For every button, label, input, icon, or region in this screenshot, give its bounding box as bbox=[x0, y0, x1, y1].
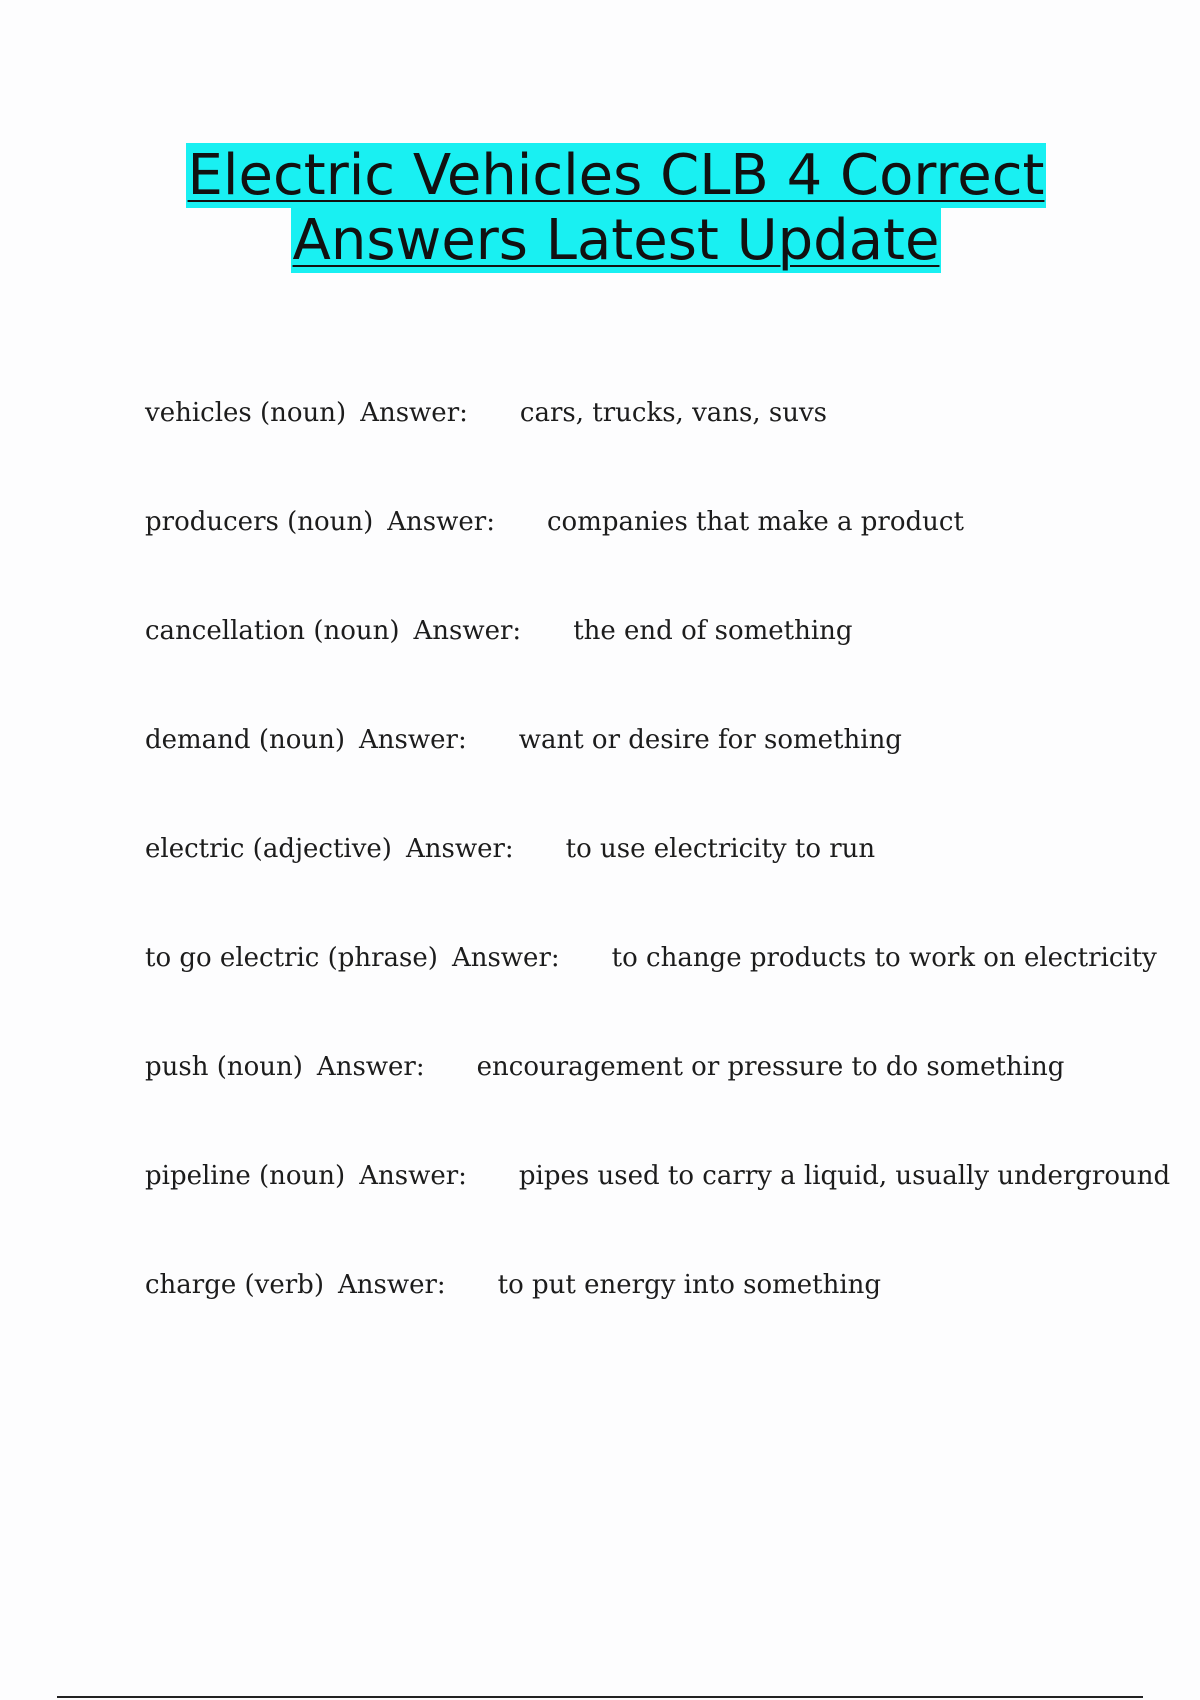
title-line-2: Answers Latest Update bbox=[292, 208, 940, 273]
entry-term: vehicles (noun) bbox=[145, 398, 347, 428]
entry-definition: cars, trucks, vans, suvs bbox=[519, 398, 827, 428]
list-item bbox=[145, 720, 1145, 829]
entry-term: to go electric (phrase) bbox=[145, 943, 438, 973]
page-bottom-divider bbox=[57, 1696, 1143, 1698]
entry-definition: pipes used to carry a liquid, usually underground bbox=[518, 1161, 1171, 1191]
entry-definition: to put energy into something bbox=[497, 1270, 882, 1300]
entry-definition: encouragement or pressure to do something bbox=[476, 1052, 1065, 1082]
entry-definition: to use electricity to run bbox=[565, 834, 876, 864]
answer-label: Answer: bbox=[359, 1161, 467, 1191]
entry-definition: the end of something bbox=[573, 616, 853, 646]
flashcard-list bbox=[145, 393, 1171, 1374]
entry-term: push (noun) bbox=[145, 1052, 303, 1082]
entry-term: pipeline (noun) bbox=[145, 1161, 346, 1191]
answer-label: Answer: bbox=[413, 616, 522, 646]
answer-label: Answer: bbox=[359, 725, 467, 755]
answer-label: Answer: bbox=[337, 1270, 446, 1300]
answer-label: Answer: bbox=[451, 943, 560, 973]
list-item bbox=[145, 829, 1145, 938]
entry-term: charge (verb) bbox=[145, 1270, 324, 1300]
list-item bbox=[145, 611, 1145, 720]
title-line-1: Electric Vehicles CLB 4 Correct bbox=[187, 143, 1045, 208]
answer-label: Answer: bbox=[360, 398, 468, 428]
list-item bbox=[145, 1047, 1145, 1156]
list-item bbox=[145, 1265, 1145, 1374]
entry-term: producers (noun) bbox=[145, 507, 374, 537]
list-item bbox=[145, 938, 1157, 1047]
list-item bbox=[145, 1156, 1171, 1265]
answer-label: Answer: bbox=[316, 1052, 425, 1082]
entry-term: electric (adjective) bbox=[145, 834, 392, 864]
entry-definition: companies that make a product bbox=[546, 507, 964, 537]
answer-label: Answer: bbox=[405, 834, 514, 864]
entry-term: cancellation (noun) bbox=[145, 616, 400, 646]
entry-definition: to change products to work on electricity bbox=[611, 943, 1157, 973]
entry-definition: want or desire for something bbox=[518, 725, 902, 755]
entry-term: demand (noun) bbox=[145, 725, 346, 755]
page-title bbox=[0, 143, 1200, 273]
list-item bbox=[145, 393, 1145, 502]
answer-label: Answer: bbox=[387, 507, 495, 537]
list-item bbox=[145, 502, 1145, 611]
